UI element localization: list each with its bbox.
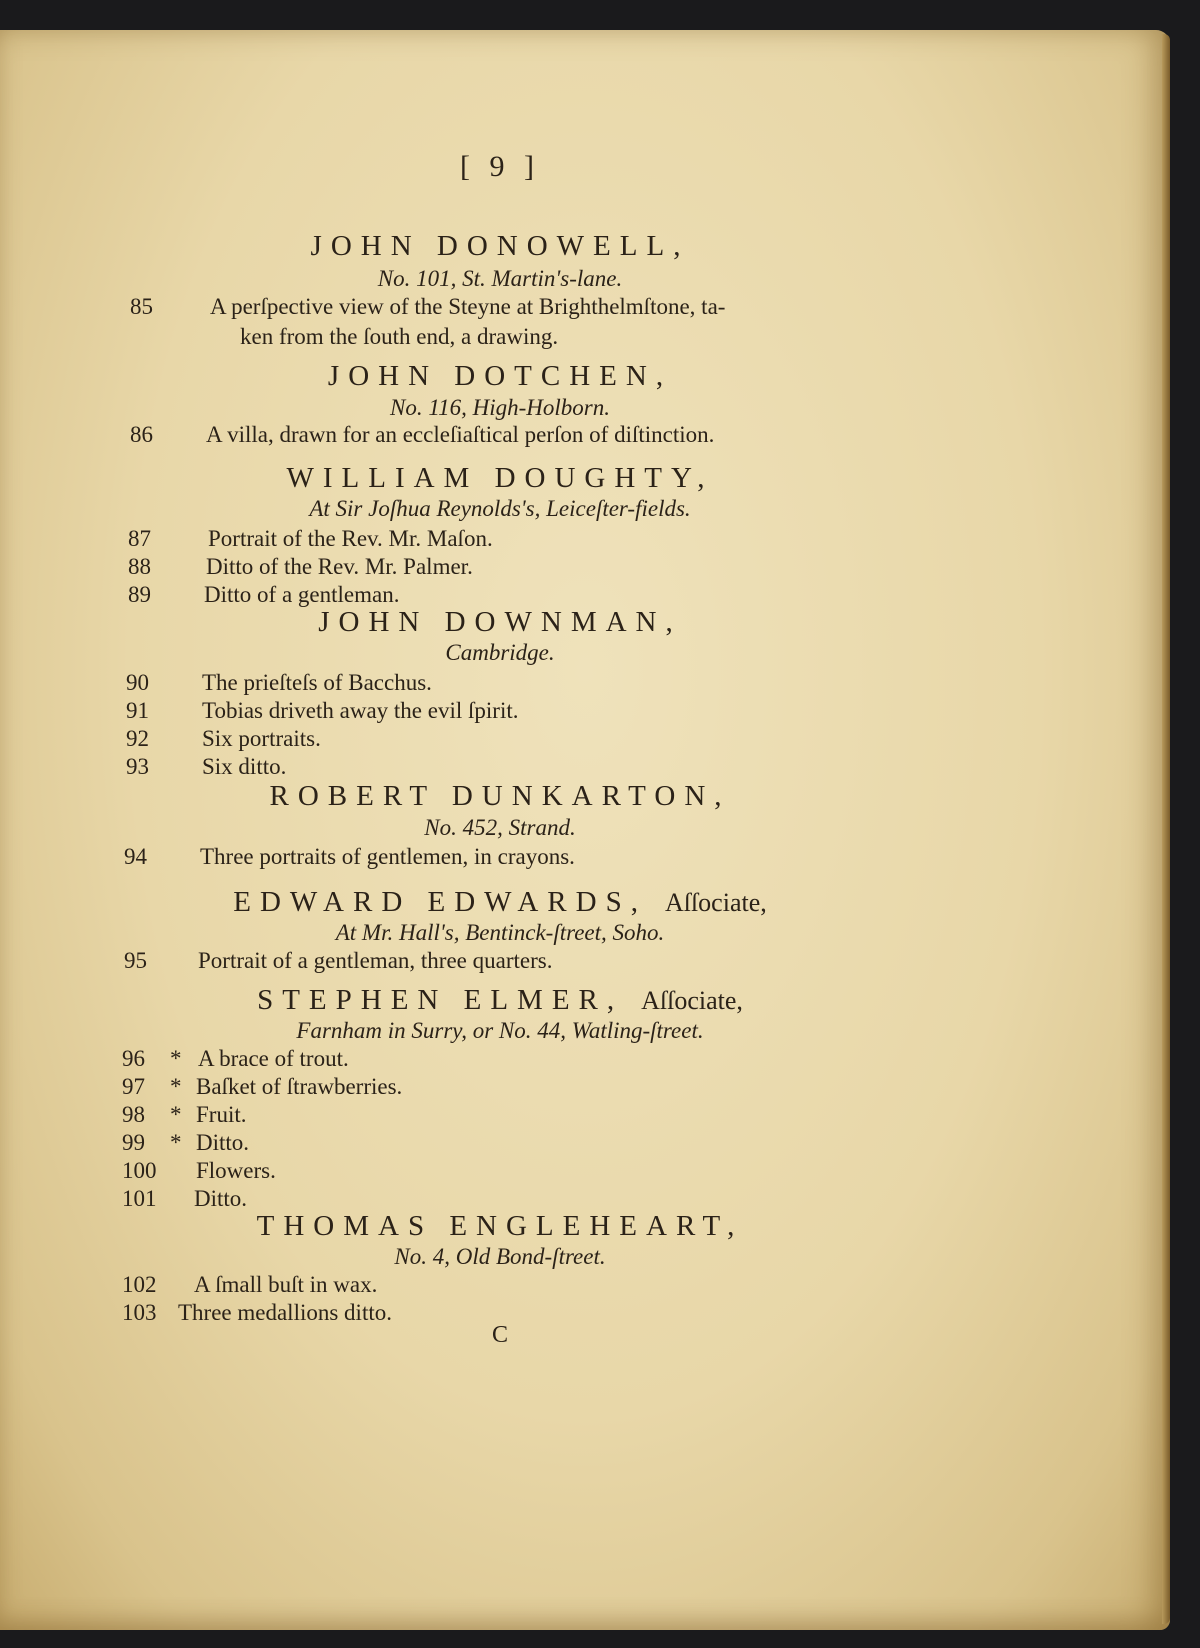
entry-number: 96 (122, 1046, 145, 1071)
entry-description: Tobias driveth away the evil ſpirit. (202, 698, 519, 723)
artist-role: Aſſociate, (641, 986, 743, 1015)
entry-description-continued: ken from the ſouth end, a drawing. (240, 324, 559, 349)
artist-address: At Sir Joſhua Reynolds's, Leiceſter-fields. (309, 496, 691, 521)
artist-address: At Mr. Hall's, Bentinck-ſtreet, Soho. (335, 920, 665, 945)
artist-name: EDWARD EDWARDS, Aſſociate, (233, 886, 767, 918)
entry-description: Three portraits of gentlemen, in crayons. (200, 844, 575, 869)
artist-address: Farnham in Surry, or No. 44, Watling-ſtreet. (296, 1018, 704, 1043)
entry-number: 91 (126, 698, 149, 723)
entry-number: 103 (122, 1300, 157, 1325)
entry-description: Fruit. (196, 1102, 247, 1127)
entry-number: 90 (126, 670, 149, 695)
book-page (0, 30, 1170, 1630)
artist-address: No. 116, High-Holborn. (390, 395, 610, 420)
entry-number: 98 (122, 1102, 145, 1127)
entry-number: 92 (126, 726, 149, 751)
entry-description: Baſket of ſtrawberries. (196, 1074, 403, 1099)
entry-number: 100 (122, 1158, 157, 1183)
entry-number: 102 (122, 1272, 157, 1297)
page-edge (1162, 34, 1170, 1624)
entry-description: A brace of trout. (198, 1046, 349, 1071)
artist-name: JOHN DOTCHEN, (327, 360, 673, 392)
asterisk-mark: * (170, 1130, 182, 1155)
asterisk-mark: * (170, 1046, 182, 1071)
entry-description: Six ditto. (202, 754, 287, 779)
entry-description: A ſmall buſt in wax. (194, 1272, 378, 1297)
artist-name: JOHN DOWNMAN, (318, 606, 682, 638)
entry-number: 85 (130, 294, 153, 319)
entry-number: 88 (128, 554, 151, 579)
entry-description: Ditto of the Rev. Mr. Palmer. (206, 554, 473, 579)
artist-address: Cambridge. (445, 640, 555, 665)
entry-description: A perſpective view of the Steyne at Brighthelmſtone, ta- (210, 294, 726, 319)
entry-description: Ditto. (194, 1186, 248, 1211)
artist-address: No. 452, Strand. (424, 815, 576, 840)
entry-number: 93 (126, 754, 149, 779)
entry-number: 95 (124, 948, 147, 973)
entry-description: Ditto of a gentleman. (204, 582, 400, 607)
entry-description: A villa, drawn for an eccleſiaſtical perſon of diſtinction. (206, 422, 715, 447)
artist-name: ROBERT DUNKARTON, (269, 780, 731, 812)
artist-address: No. 4, Old Bond-ſtreet. (394, 1244, 606, 1269)
catchword: C (491, 1322, 508, 1348)
entry-number: 99 (122, 1130, 145, 1155)
entry-description: Flowers. (196, 1158, 276, 1183)
entry-number: 87 (128, 526, 151, 551)
entry-number: 97 (122, 1074, 145, 1099)
entry-description: Portrait of the Rev. Mr. Maſon. (208, 526, 493, 551)
entry-number: 89 (128, 582, 151, 607)
entry-description: The prieſteſs of Bacchus. (202, 670, 432, 695)
entry-description: Portrait of a gentleman, three quarters. (198, 948, 553, 973)
asterisk-mark: * (170, 1074, 182, 1099)
artist-name: WILLIAM DOUGHTY, (286, 462, 714, 494)
asterisk-mark: * (170, 1102, 182, 1127)
entry-description: Three medallions ditto. (178, 1300, 392, 1325)
artist-role: Aſſociate, (664, 888, 767, 917)
entry-description: Ditto. (196, 1130, 250, 1155)
page-number: [ 9 ] (460, 150, 540, 183)
artist-name: JOHN DONOWELL, (310, 230, 690, 262)
entry-number: 94 (124, 844, 147, 869)
entry-number: 86 (130, 422, 153, 447)
artist-address: No. 101, St. Martin's-lane. (377, 266, 623, 291)
entry-description: Six portraits. (202, 726, 321, 751)
artist-name: STEPHEN ELMER, Aſſociate, (257, 984, 743, 1016)
entry-number: 101 (122, 1186, 157, 1211)
artist-name: THOMAS ENGLEHEART, (256, 1210, 744, 1242)
